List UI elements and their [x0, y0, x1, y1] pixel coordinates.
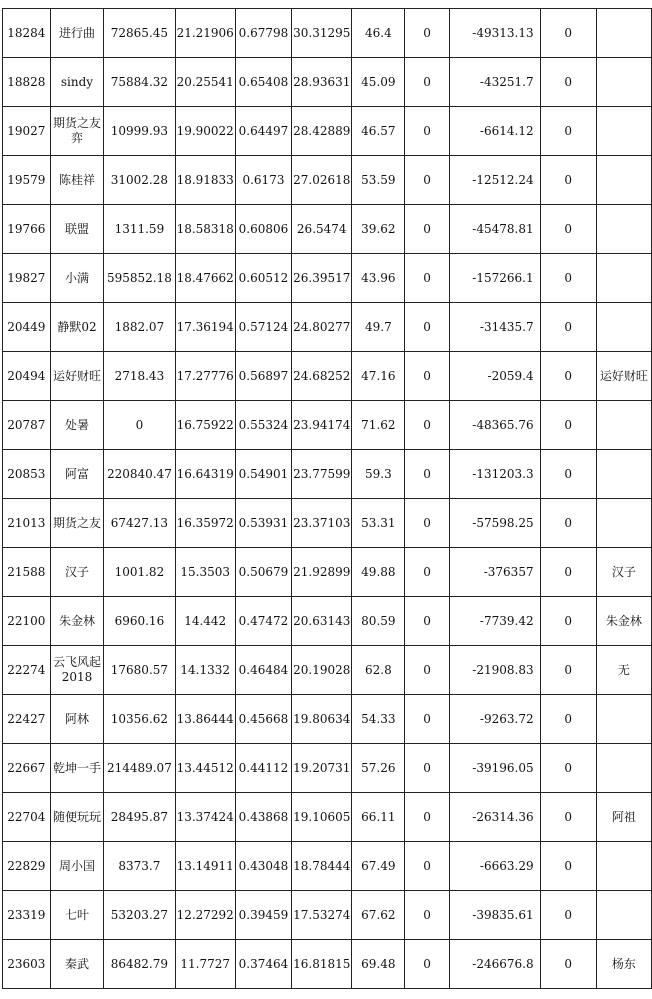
zero-cell: 0 [405, 58, 449, 107]
amount-cell: 6960.16 [104, 597, 175, 646]
zero-cell-2: 0 [540, 548, 596, 597]
zero-cell-2: 0 [540, 9, 596, 58]
table-row [3, 303, 652, 352]
name-cell: 秦武 [50, 940, 104, 989]
zero-cell: 0 [405, 254, 449, 303]
metric-a-cell: 18.91833 [175, 156, 235, 205]
metric-b-cell: 0.54901 [235, 450, 291, 499]
name-cell: 朱金林 [50, 597, 104, 646]
zero-cell: 0 [405, 401, 449, 450]
percent-cell: 67.49 [352, 842, 405, 891]
loss-cell: -6663.29 [449, 842, 540, 891]
name-cell: 七叶 [50, 891, 104, 940]
zero-cell: 0 [405, 695, 449, 744]
rank-cell: 20787 [3, 401, 51, 450]
loss-cell: -43251.7 [449, 58, 540, 107]
metric-a-cell: 15.3503 [175, 548, 235, 597]
loss-cell: -6614.12 [449, 107, 540, 156]
amount-cell: 10356.62 [104, 695, 175, 744]
percent-cell: 66.11 [352, 793, 405, 842]
table-row [3, 401, 652, 450]
metric-a-cell: 13.14911 [175, 842, 235, 891]
table-row [3, 254, 652, 303]
zero-cell-2: 0 [540, 499, 596, 548]
metric-c-cell: 19.10605 [292, 793, 352, 842]
percent-cell: 54.33 [352, 695, 405, 744]
loss-cell: -39196.05 [449, 744, 540, 793]
zero-cell: 0 [405, 597, 449, 646]
name-cell: 汉子 [50, 548, 104, 597]
name-cell: 期货之友 [50, 499, 104, 548]
rank-cell: 22274 [3, 646, 51, 695]
rank-cell: 18828 [3, 58, 51, 107]
amount-cell: 1311.59 [104, 205, 175, 254]
metric-c-cell: 30.31295 [292, 9, 352, 58]
metric-c-cell: 26.5474 [292, 205, 352, 254]
remark-cell: 汉子 [596, 548, 651, 597]
name-cell: 进行曲 [50, 9, 104, 58]
amount-cell: 214489.07 [104, 744, 175, 793]
zero-cell: 0 [405, 940, 449, 989]
loss-cell: -39835.61 [449, 891, 540, 940]
metric-c-cell: 27.02618 [292, 156, 352, 205]
name-cell: 阿林 [50, 695, 104, 744]
metric-b-cell: 0.53931 [235, 499, 291, 548]
amount-cell: 28495.87 [104, 793, 175, 842]
amount-cell: 0 [104, 401, 175, 450]
amount-cell: 67427.13 [104, 499, 175, 548]
amount-cell: 75884.32 [104, 58, 175, 107]
percent-cell: 46.57 [352, 107, 405, 156]
table-row [3, 499, 652, 548]
table-row [3, 891, 652, 940]
table-row [3, 58, 652, 107]
percent-cell: 53.59 [352, 156, 405, 205]
metric-b-cell: 0.55324 [235, 401, 291, 450]
remark-cell [596, 695, 651, 744]
name-cell: 期货之友弈 [50, 107, 104, 156]
zero-cell: 0 [405, 352, 449, 401]
name-cell: 阿富 [50, 450, 104, 499]
loss-cell: -2059.4 [449, 352, 540, 401]
metric-c-cell: 23.77599 [292, 450, 352, 499]
metric-b-cell: 0.39459 [235, 891, 291, 940]
zero-cell-2: 0 [540, 744, 596, 793]
loss-cell: -157266.1 [449, 254, 540, 303]
name-cell: 乾坤一手 [50, 744, 104, 793]
metric-a-cell: 19.90022 [175, 107, 235, 156]
rank-cell: 21013 [3, 499, 51, 548]
loss-cell: -31435.7 [449, 303, 540, 352]
percent-cell: 71.62 [352, 401, 405, 450]
name-cell: 运好财旺 [50, 352, 104, 401]
table-row [3, 9, 652, 58]
name-cell: 随便玩玩 [50, 793, 104, 842]
metric-b-cell: 0.43868 [235, 793, 291, 842]
loss-cell: -376357 [449, 548, 540, 597]
metric-a-cell: 16.64319 [175, 450, 235, 499]
metric-a-cell: 17.36194 [175, 303, 235, 352]
metric-c-cell: 26.39517 [292, 254, 352, 303]
zero-cell-2: 0 [540, 303, 596, 352]
zero-cell-2: 0 [540, 793, 596, 842]
percent-cell: 80.59 [352, 597, 405, 646]
remark-cell [596, 499, 651, 548]
metric-a-cell: 16.75922 [175, 401, 235, 450]
metric-b-cell: 0.45668 [235, 695, 291, 744]
table-row [3, 842, 652, 891]
amount-cell: 2718.43 [104, 352, 175, 401]
remark-cell [596, 744, 651, 793]
metric-a-cell: 16.35972 [175, 499, 235, 548]
loss-cell: -7739.42 [449, 597, 540, 646]
percent-cell: 62.8 [352, 646, 405, 695]
loss-cell: -26314.36 [449, 793, 540, 842]
rank-cell: 22100 [3, 597, 51, 646]
amount-cell: 86482.79 [104, 940, 175, 989]
metric-c-cell: 19.80634 [292, 695, 352, 744]
metric-b-cell: 0.46484 [235, 646, 291, 695]
metric-b-cell: 0.67798 [235, 9, 291, 58]
amount-cell: 31002.28 [104, 156, 175, 205]
amount-cell: 595852.18 [104, 254, 175, 303]
metric-b-cell: 0.60512 [235, 254, 291, 303]
loss-cell: -12512.24 [449, 156, 540, 205]
zero-cell: 0 [405, 303, 449, 352]
percent-cell: 39.62 [352, 205, 405, 254]
metric-c-cell: 20.19028 [292, 646, 352, 695]
zero-cell-2: 0 [540, 156, 596, 205]
percent-cell: 49.7 [352, 303, 405, 352]
zero-cell: 0 [405, 499, 449, 548]
metric-b-cell: 0.37464 [235, 940, 291, 989]
loss-cell: -45478.81 [449, 205, 540, 254]
rank-cell: 19027 [3, 107, 51, 156]
metric-b-cell: 0.44112 [235, 744, 291, 793]
zero-cell-2: 0 [540, 107, 596, 156]
name-cell: 小满 [50, 254, 104, 303]
loss-cell: -49313.13 [449, 9, 540, 58]
table-row [3, 205, 652, 254]
table-row [3, 352, 652, 401]
percent-cell: 45.09 [352, 58, 405, 107]
remark-cell [596, 58, 651, 107]
table-row [3, 744, 652, 793]
rank-cell: 22427 [3, 695, 51, 744]
loss-cell: -48365.76 [449, 401, 540, 450]
remark-cell: 杨东 [596, 940, 651, 989]
amount-cell: 17680.57 [104, 646, 175, 695]
remark-cell [596, 450, 651, 499]
zero-cell: 0 [405, 646, 449, 695]
metric-a-cell: 18.47662 [175, 254, 235, 303]
remark-cell [596, 842, 651, 891]
percent-cell: 57.26 [352, 744, 405, 793]
zero-cell-2: 0 [540, 940, 596, 989]
table-row [3, 940, 652, 989]
percent-cell: 53.31 [352, 499, 405, 548]
metric-c-cell: 20.63143 [292, 597, 352, 646]
metric-c-cell: 24.68252 [292, 352, 352, 401]
zero-cell-2: 0 [540, 597, 596, 646]
zero-cell-2: 0 [540, 58, 596, 107]
zero-cell: 0 [405, 793, 449, 842]
table-body [3, 9, 652, 989]
metric-b-cell: 0.43048 [235, 842, 291, 891]
rank-cell: 20853 [3, 450, 51, 499]
metric-c-cell: 24.80277 [292, 303, 352, 352]
metric-c-cell: 19.20731 [292, 744, 352, 793]
zero-cell: 0 [405, 205, 449, 254]
zero-cell: 0 [405, 450, 449, 499]
zero-cell: 0 [405, 842, 449, 891]
name-cell: 陈桂祥 [50, 156, 104, 205]
amount-cell: 53203.27 [104, 891, 175, 940]
zero-cell: 0 [405, 156, 449, 205]
percent-cell: 59.3 [352, 450, 405, 499]
percent-cell: 47.16 [352, 352, 405, 401]
rank-cell: 21588 [3, 548, 51, 597]
loss-cell: -246676.8 [449, 940, 540, 989]
amount-cell: 10999.93 [104, 107, 175, 156]
metric-a-cell: 13.44512 [175, 744, 235, 793]
rank-cell: 18284 [3, 9, 51, 58]
remark-cell: 朱金林 [596, 597, 651, 646]
metric-a-cell: 14.1332 [175, 646, 235, 695]
table-row [3, 107, 652, 156]
name-cell: 处暑 [50, 401, 104, 450]
rank-cell: 19579 [3, 156, 51, 205]
metric-a-cell: 21.21906 [175, 9, 235, 58]
zero-cell-2: 0 [540, 254, 596, 303]
remark-cell [596, 891, 651, 940]
remark-cell [596, 254, 651, 303]
percent-cell: 43.96 [352, 254, 405, 303]
rank-cell: 22829 [3, 842, 51, 891]
metric-c-cell: 28.93631 [292, 58, 352, 107]
metric-c-cell: 16.81815 [292, 940, 352, 989]
remark-cell [596, 303, 651, 352]
metric-b-cell: 0.56897 [235, 352, 291, 401]
metric-b-cell: 0.50679 [235, 548, 291, 597]
loss-cell: -21908.83 [449, 646, 540, 695]
zero-cell-2: 0 [540, 842, 596, 891]
name-cell: 静默02 [50, 303, 104, 352]
table-row [3, 597, 652, 646]
rank-cell: 19827 [3, 254, 51, 303]
metric-c-cell: 23.94174 [292, 401, 352, 450]
remark-cell: 阿祖 [596, 793, 651, 842]
remark-cell: 无 [596, 646, 651, 695]
rank-cell: 19766 [3, 205, 51, 254]
loss-cell: -9263.72 [449, 695, 540, 744]
rank-cell: 20494 [3, 352, 51, 401]
table-row [3, 646, 652, 695]
name-cell: 周小国 [50, 842, 104, 891]
table-row [3, 450, 652, 499]
zero-cell: 0 [405, 107, 449, 156]
metric-a-cell: 14.442 [175, 597, 235, 646]
remark-cell [596, 9, 651, 58]
remark-cell: 运好财旺 [596, 352, 651, 401]
amount-cell: 220840.47 [104, 450, 175, 499]
metric-b-cell: 0.57124 [235, 303, 291, 352]
zero-cell-2: 0 [540, 205, 596, 254]
metric-b-cell: 0.6173 [235, 156, 291, 205]
rank-cell: 20449 [3, 303, 51, 352]
table-row [3, 695, 652, 744]
metric-b-cell: 0.60806 [235, 205, 291, 254]
percent-cell: 67.62 [352, 891, 405, 940]
zero-cell-2: 0 [540, 450, 596, 499]
remark-cell [596, 205, 651, 254]
zero-cell-2: 0 [540, 352, 596, 401]
remark-cell [596, 401, 651, 450]
amount-cell: 8373.7 [104, 842, 175, 891]
metric-b-cell: 0.64497 [235, 107, 291, 156]
table-row [3, 793, 652, 842]
zero-cell-2: 0 [540, 401, 596, 450]
rank-cell: 23319 [3, 891, 51, 940]
percent-cell: 46.4 [352, 9, 405, 58]
amount-cell: 72865.45 [104, 9, 175, 58]
remark-cell [596, 156, 651, 205]
metric-a-cell: 13.37424 [175, 793, 235, 842]
percent-cell: 69.48 [352, 940, 405, 989]
loss-cell: -57598.25 [449, 499, 540, 548]
metric-c-cell: 28.42889 [292, 107, 352, 156]
zero-cell: 0 [405, 548, 449, 597]
metric-b-cell: 0.47472 [235, 597, 291, 646]
zero-cell: 0 [405, 891, 449, 940]
table-row [3, 156, 652, 205]
zero-cell: 0 [405, 9, 449, 58]
metric-b-cell: 0.65408 [235, 58, 291, 107]
amount-cell: 1001.82 [104, 548, 175, 597]
rank-cell: 23603 [3, 940, 51, 989]
table-row [3, 548, 652, 597]
metric-c-cell: 17.53274 [292, 891, 352, 940]
amount-cell: 1882.07 [104, 303, 175, 352]
data-table [2, 8, 652, 989]
metric-a-cell: 13.86444 [175, 695, 235, 744]
name-cell: 联盟 [50, 205, 104, 254]
rank-cell: 22704 [3, 793, 51, 842]
zero-cell: 0 [405, 744, 449, 793]
metric-c-cell: 18.78444 [292, 842, 352, 891]
metric-a-cell: 11.7727 [175, 940, 235, 989]
rank-cell: 22667 [3, 744, 51, 793]
metric-a-cell: 20.25541 [175, 58, 235, 107]
metric-a-cell: 18.58318 [175, 205, 235, 254]
percent-cell: 49.88 [352, 548, 405, 597]
zero-cell-2: 0 [540, 891, 596, 940]
zero-cell-2: 0 [540, 646, 596, 695]
name-cell: sindy [50, 58, 104, 107]
name-cell: 云飞风起2018 [50, 646, 104, 695]
metric-a-cell: 12.27292 [175, 891, 235, 940]
zero-cell-2: 0 [540, 695, 596, 744]
remark-cell [596, 107, 651, 156]
metric-c-cell: 21.92899 [292, 548, 352, 597]
metric-c-cell: 23.37103 [292, 499, 352, 548]
loss-cell: -131203.3 [449, 450, 540, 499]
metric-a-cell: 17.27776 [175, 352, 235, 401]
